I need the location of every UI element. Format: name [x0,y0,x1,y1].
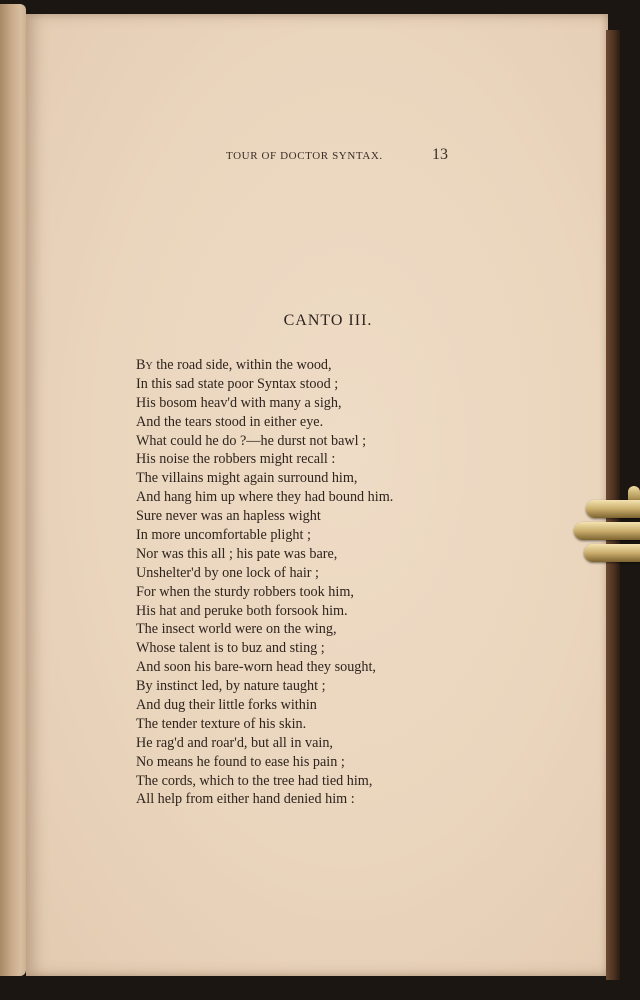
page-number: 13 [432,146,448,163]
verse-line-1 [136,356,556,375]
verse-line: All help from either hand denied him : [136,791,355,808]
verse-line: And the tears stood in either eye. [136,413,324,430]
verse-line: And soon his bare-worn head they sought, [136,659,376,676]
verse-line: What could he do ?—he durst not bawl ; [136,432,367,449]
verse-line: The tender texture of his skin. [136,715,307,732]
verse-line: Whose talent is to buz and sting ; [136,640,325,657]
verse-line: Nor was this all ; his pate was bare, [136,545,338,562]
verse-line: The cords, which to the tree had tied him, [136,772,373,789]
verse-line: He rag'd and roar'd, but all in vain, [136,734,333,751]
verse-line: In this sad state poor Syntax stood ; [136,375,339,392]
brass-clasp-icon [574,486,640,570]
verse-line: And dug their little forks within [136,697,317,714]
verse-line: By instinct led, by nature taught ; [136,678,326,695]
running-head: TOUR OF DOCTOR SYNTAX. [226,150,383,162]
canto-title: CANTO III. [283,312,373,329]
verse-line: Unshelter'd by one lock of hair ; [136,564,320,581]
verse-line: His hat and peruke both forsook him. [136,602,348,619]
verse-line-1-rest: the road side, within the wood, [152,357,332,373]
verse-line: Sure never was an hapless wight [136,508,321,525]
verse-body [136,356,556,809]
verse-line: For when the sturdy robbers took him, [136,583,354,600]
verse-line: In more uncomfortable plight ; [136,527,311,544]
verse-line: No means he found to ease his pain ; [136,753,345,770]
verse-line: His bosom heav'd with many a sigh, [136,394,342,411]
left-page-edge [0,4,26,976]
verse-lead-word: By [136,357,153,373]
verse-line: His noise the robbers might recall : [136,451,336,468]
verse-line: The insect world were on the wing, [136,621,337,638]
verse-line: And hang him up where they had bound him. [136,489,394,506]
verse-line: The villains might again surround him, [136,470,358,487]
